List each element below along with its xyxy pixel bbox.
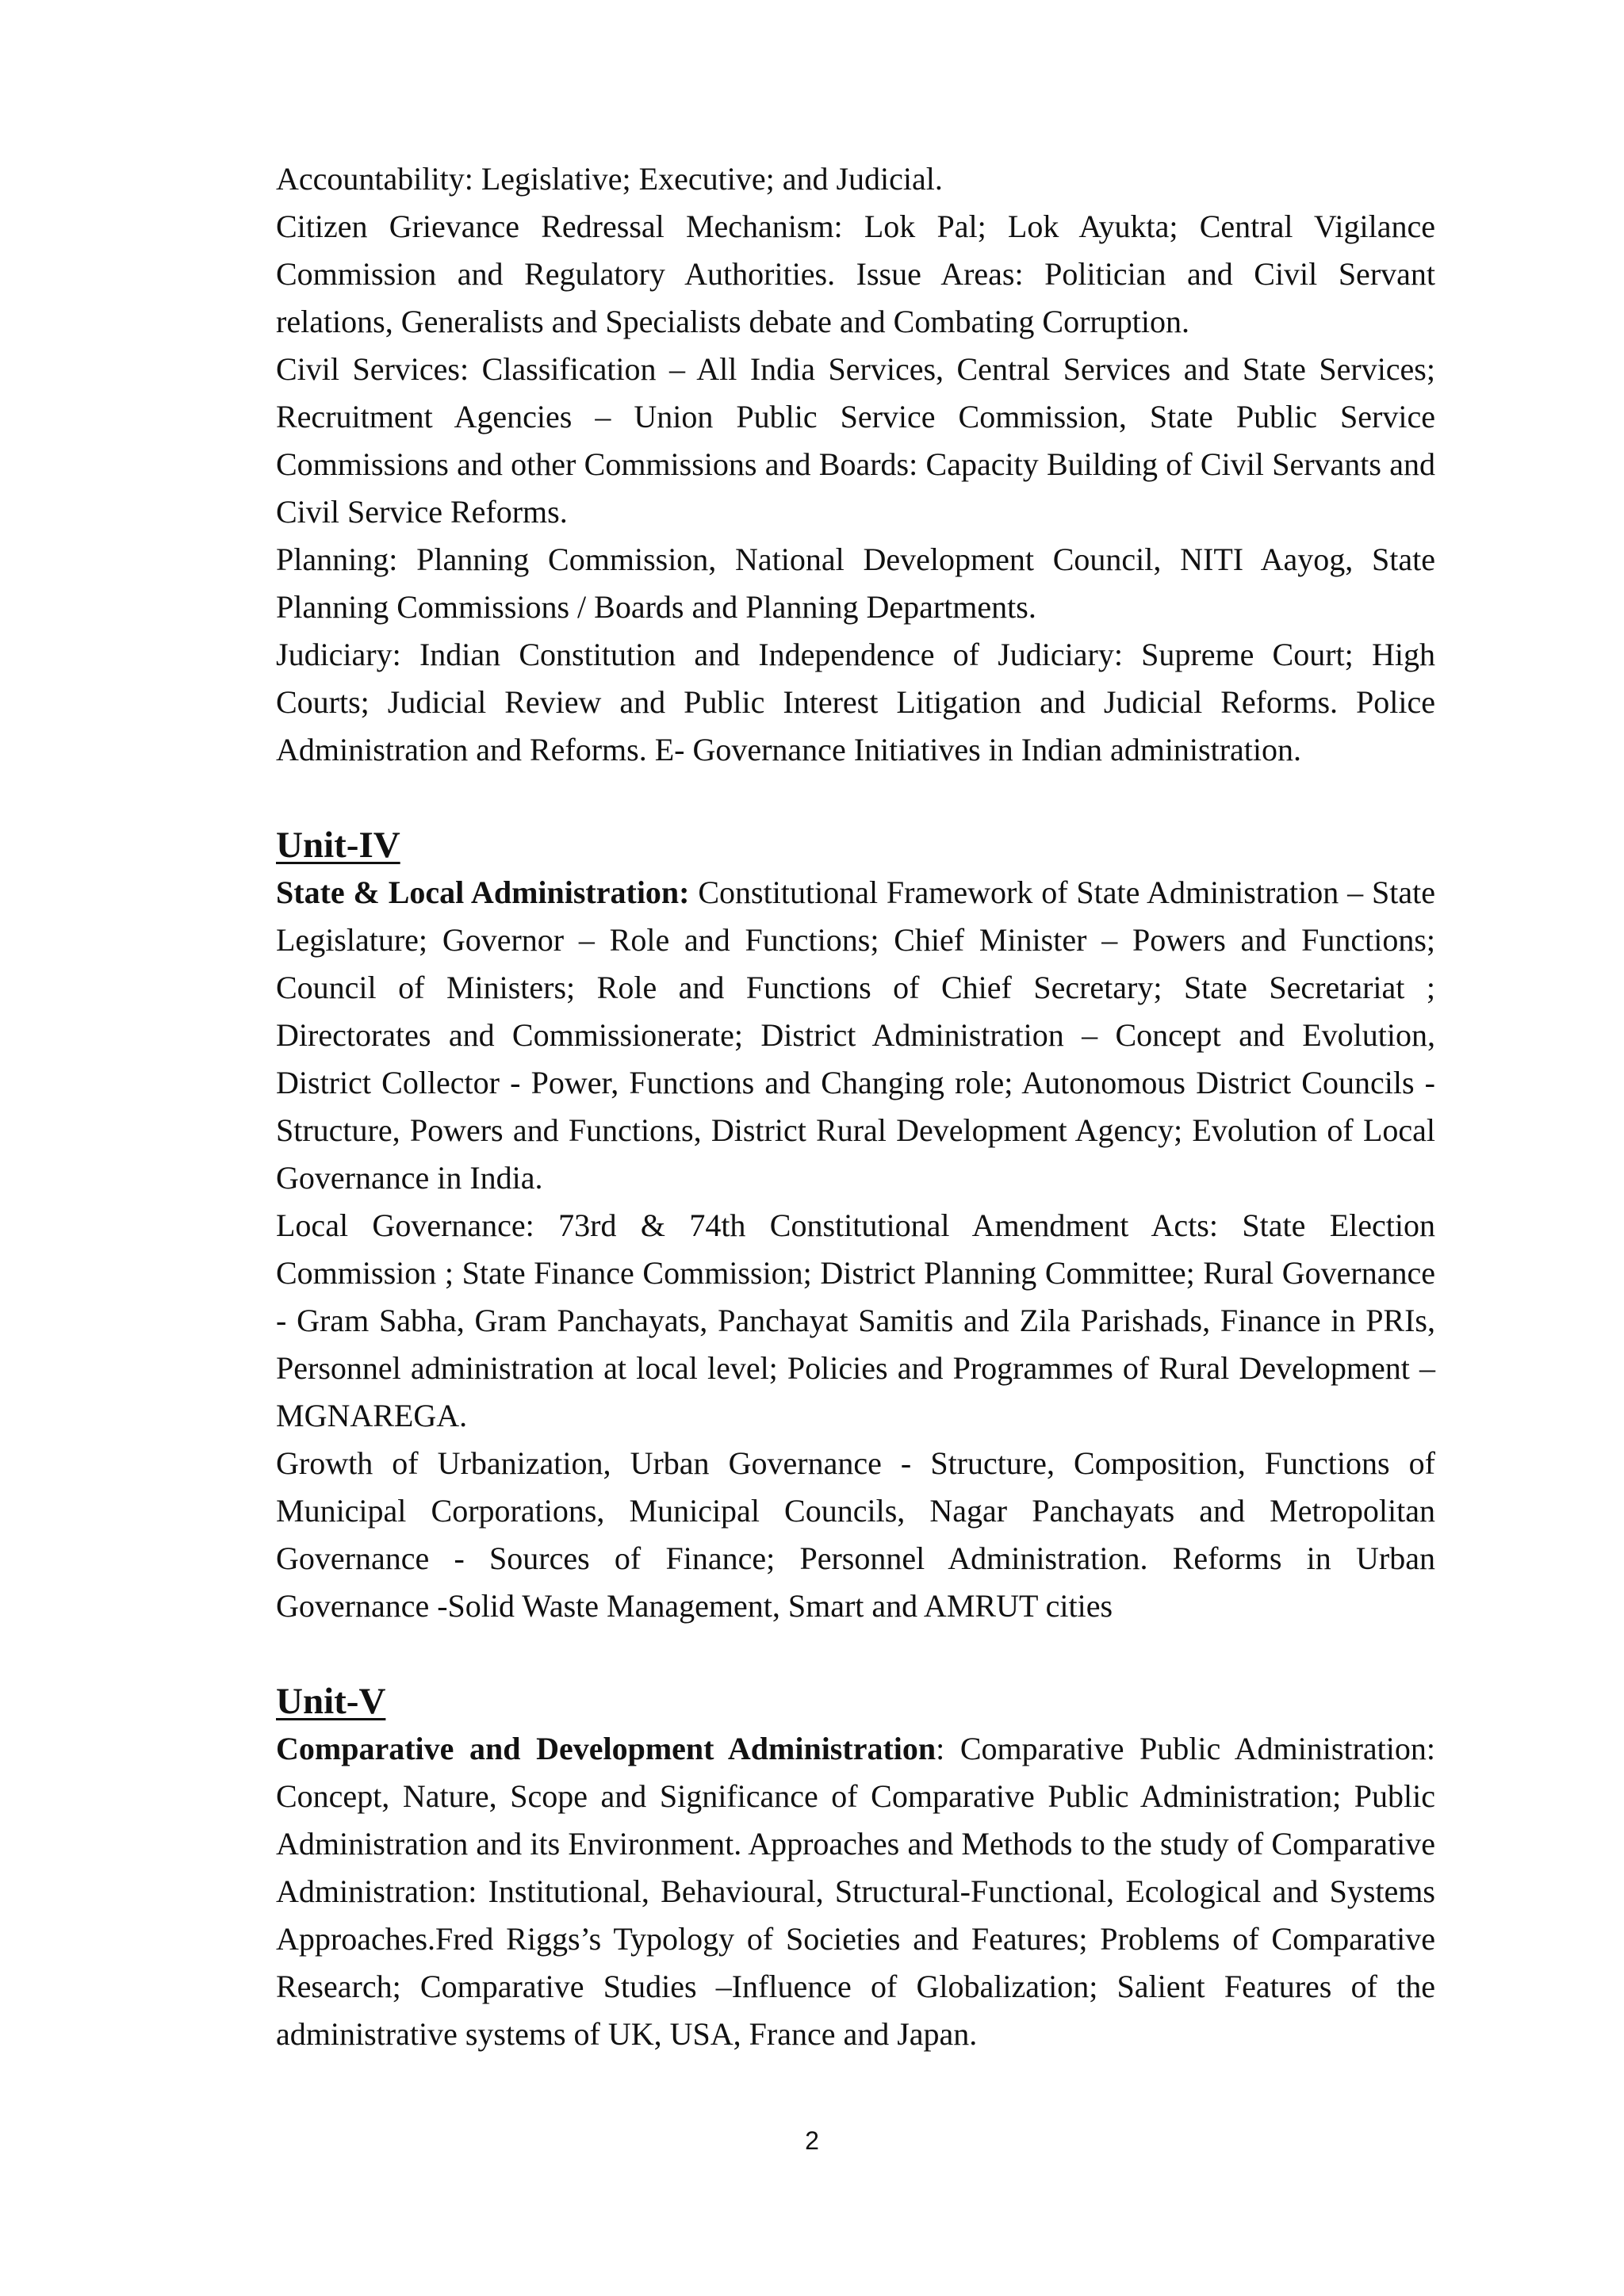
state-local-administration-text: Constitutional Framework of State Administration – State Legislature; Governor – Role and Functions; Chief Minister – Powers and Functions; Council of Ministers; Role and Functions of Chief Secretary; State Secretariat ; Directorates and Commissionerate; District Administration – Concept and Evolution, District Collector - Power, Functions and Changing role; Autonomous District Councils - Structure, Powers and Functions, District Rural Development Agency; Evolution of Local Governance in India. — [276, 874, 1435, 1196]
grievance-redressal-paragraph: Citizen Grievance Redressal Mechanism: Lok Pal; Lok Ayukta; Central Vigilance Commission and Regulatory Authorities. Issue Areas: Politician and Civil Servant relations, Generalists and Specialists debate and Combating Corruption. — [276, 209, 1435, 339]
planning-paragraph: Planning: Planning Commission, National Development Council, NITI Aayog, State Planning Commissions / Boards and Planning Departments. — [276, 541, 1435, 625]
civil-services-paragraph: Civil Services: Classification – All India Services, Central Services and State Services; Recruitment Agencies – Union Public Service Commission, State Public Service Commissions and other Commissions and Boards: Capacity Building of Civil Servants and Civil Service Reforms. — [276, 351, 1435, 530]
unit-v-heading: Unit-V — [276, 1681, 386, 1722]
page-number: 2 — [805, 2126, 819, 2155]
unit-iv-heading: Unit-IV — [276, 825, 400, 866]
accountability-paragraph: Accountability: Legislative; Executive; and Judicial. — [276, 161, 943, 197]
urban-governance-paragraph: Growth of Urbanization, Urban Governance - Structure, Composition, Functions of Municipal Corporations, Municipal Councils, Nagar Panchayats and Metropolitan Governance - Sources of Finance; Personnel Administration. Reforms in Urban Governance -Solid Waste Management, Smart and AMRUT cities — [276, 1445, 1435, 1624]
document-body — [276, 155, 1435, 2058]
state-local-administration-paragraph — [276, 869, 1435, 1202]
comparative-administration-lead: Comparative and Development Administration — [276, 1731, 936, 1766]
comparative-administration-text: : Comparative Public Administration: Concept, Nature, Scope and Significance of Comparative Public Administration; Public Administration and its Environment. Approaches and Methods to the study of Comparative Administration: Institutional, Behavioural, Structural-Functional, Ecological and Systems Approaches.Fred Riggs’s Typology of Societies and Features; Problems of Comparative Research; Comparative Studies –Influence of Globalization; Salient Features of the administrative systems of UK, USA, France and Japan. — [276, 1731, 1435, 2052]
state-local-administration-lead: State & Local Administration: — [276, 874, 690, 910]
local-governance-paragraph: Local Governance: 73rd & 74th Constitutional Amendment Acts: State Election Commission ; State Finance Commission; District Planning Committee; Rural Governance - Gram Sabha, Gram Panchayats, Panchayat Samitis and Zila Parishads, Finance in PRIs, Personnel administration at local level; Policies and Programmes of Rural Development – MGNAREGA. — [276, 1207, 1435, 1433]
judiciary-paragraph: Judiciary: Indian Constitution and Independence of Judiciary: Supreme Court; High Courts; Judicial Review and Public Interest Litigation and Judicial Reforms. Police Administration and Reforms. E- Governance Initiatives in Indian administration. — [276, 637, 1435, 767]
comparative-administration-paragraph — [276, 1725, 1435, 2058]
